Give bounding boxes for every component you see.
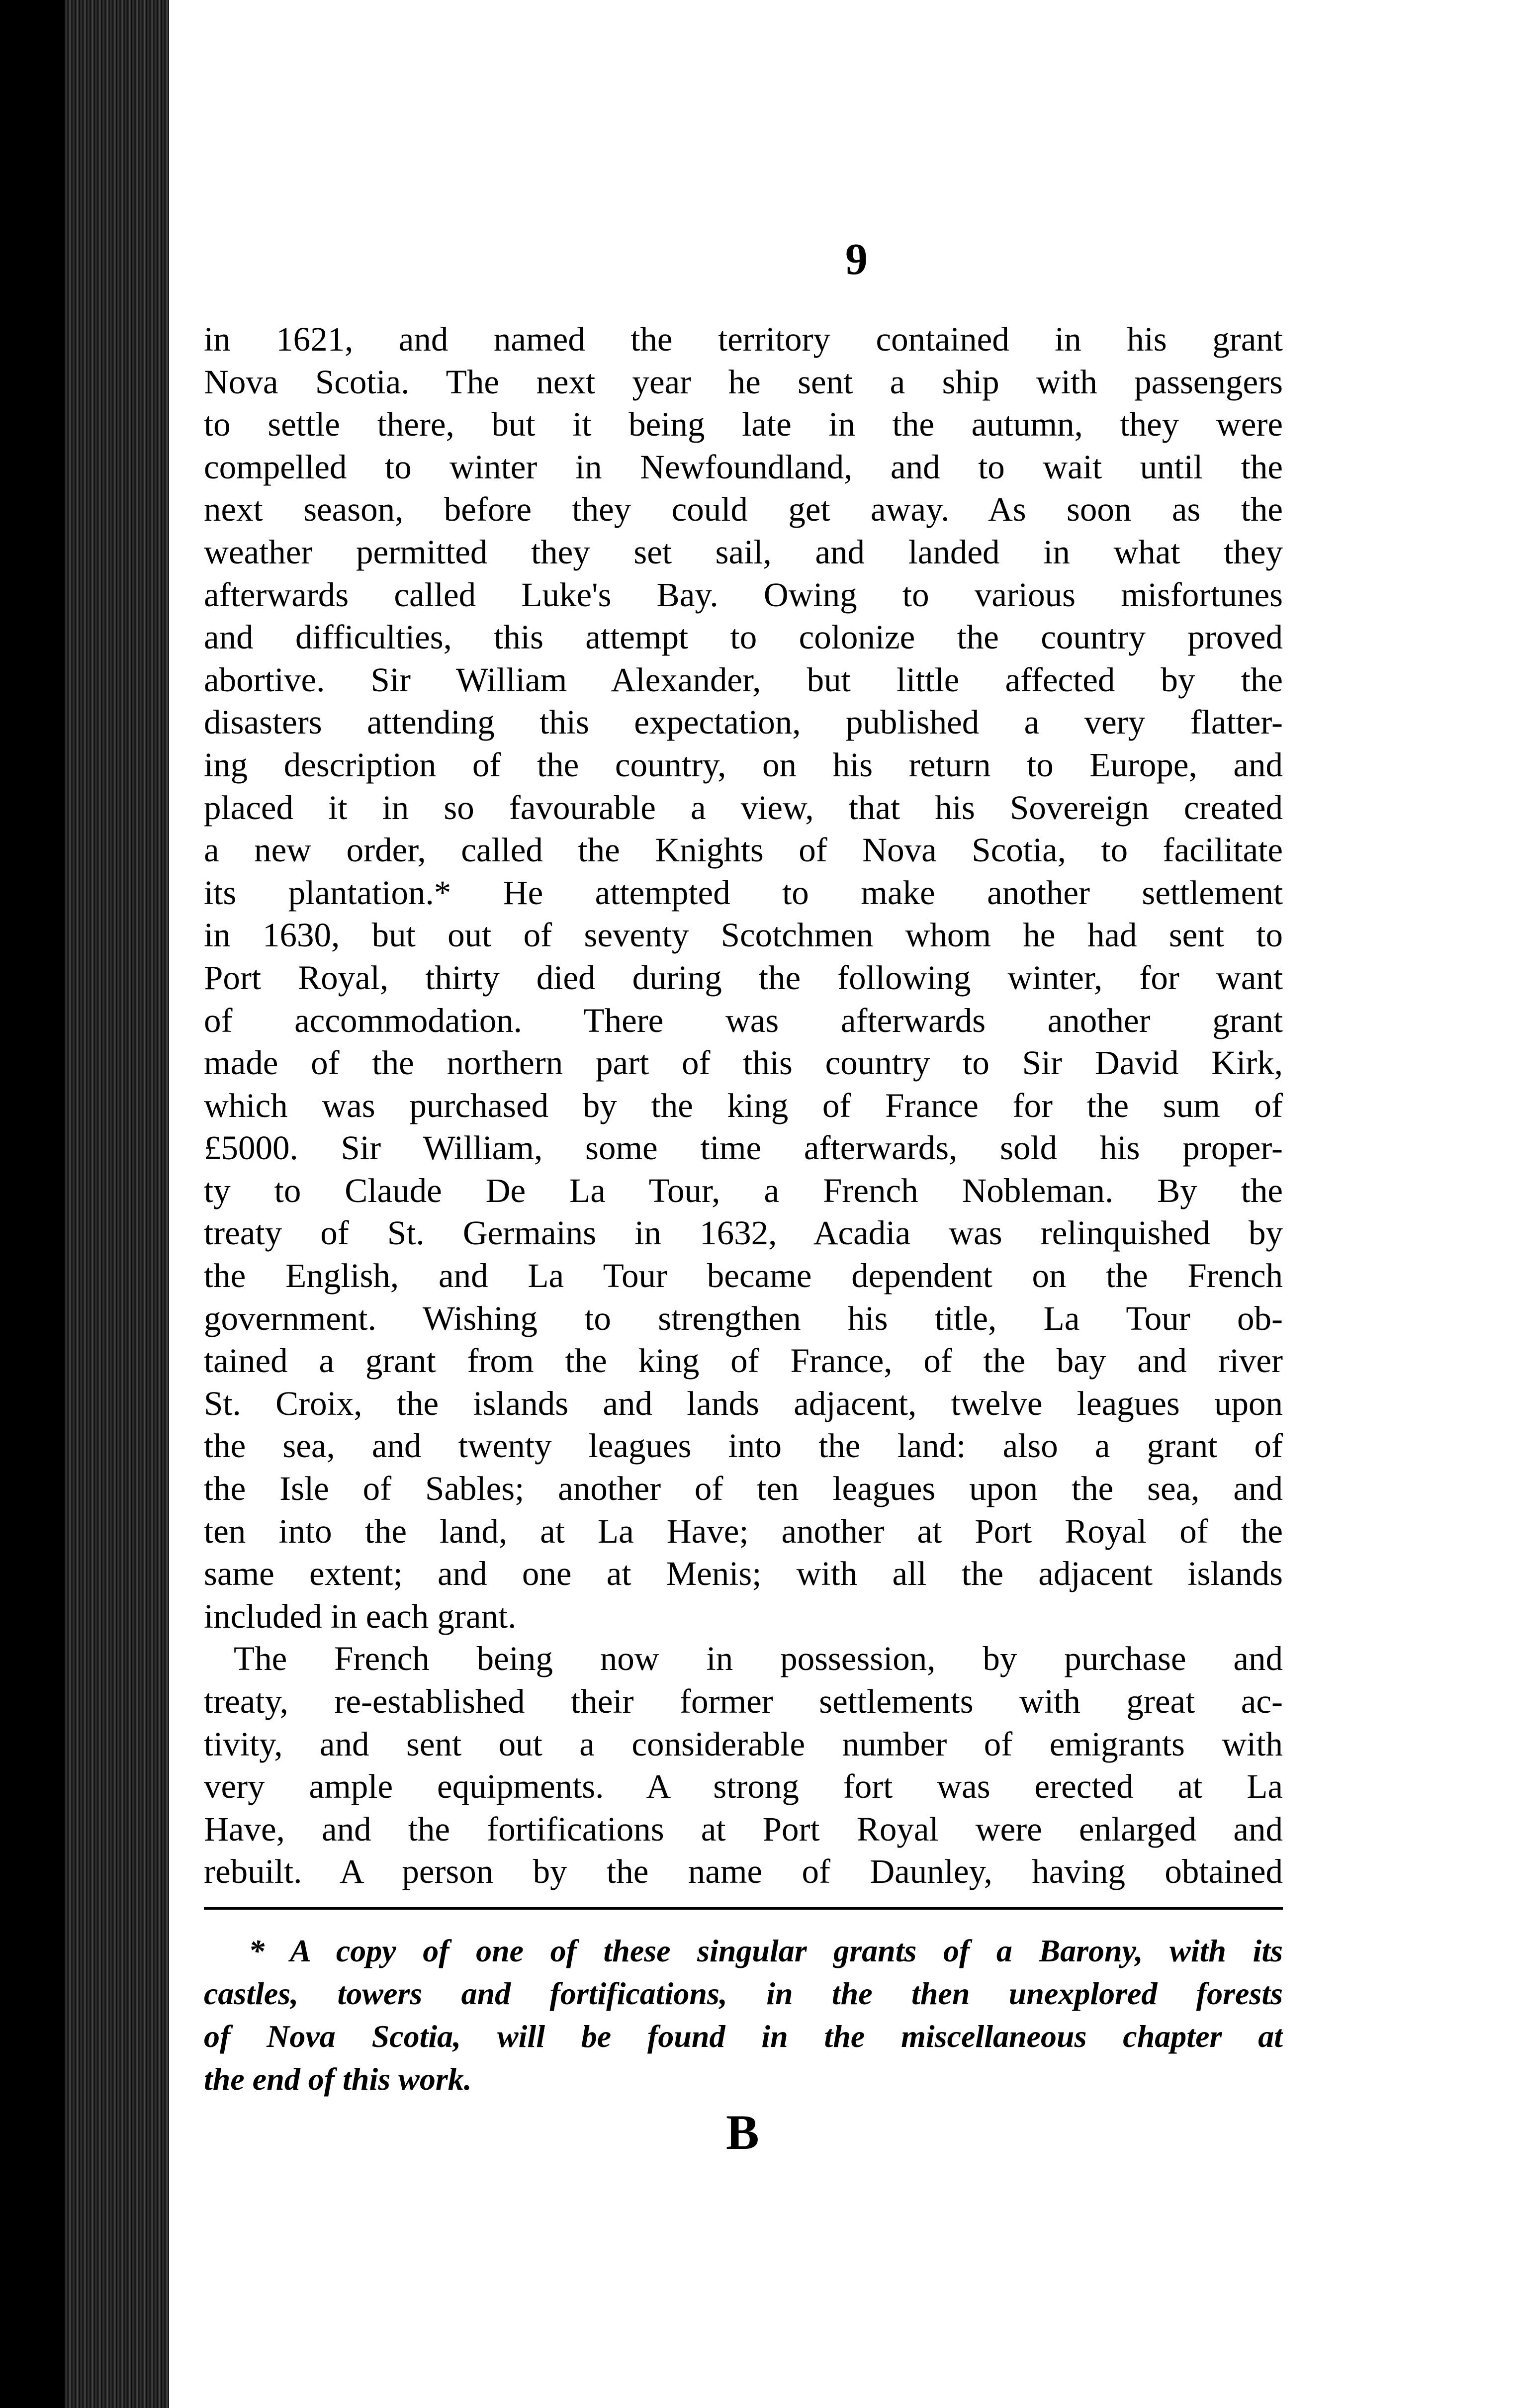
footnote-line: castles, towers and fortifications, in the then unexplored forests: [204, 1976, 1283, 2011]
main-text: [204, 318, 1283, 1893]
text-line: rebuilt. A person by the name of Daunley, having obtained: [204, 1852, 1283, 1891]
text-line: Have, and the fortifications at Port Royal were enlarged and: [204, 1810, 1283, 1848]
text-line: tained a grant from the king of France, of the bay and river: [204, 1342, 1283, 1380]
text-line: ing description of the country, on his return to Europe, and: [204, 745, 1283, 784]
text-line: abortive. Sir William Alexander, but little affected by the: [204, 660, 1283, 699]
text-line: government. Wishing to strengthen his title, La Tour ob-: [204, 1299, 1283, 1337]
text-line: next season, before they could get away. As soon as the: [204, 490, 1283, 529]
text-line: of accommodation. There was afterwards another grant: [204, 1001, 1283, 1039]
text-line: same extent; and one at Menis; with all the adjacent islands: [204, 1555, 1283, 1593]
text-line: in 1621, and named the territory contained in his grant: [204, 320, 1283, 358]
page-number: 9: [845, 235, 868, 284]
text-line: very ample equipments. A strong fort was erected at La: [204, 1767, 1283, 1806]
text-line: which was purchased by the king of France for the sum of: [204, 1086, 1283, 1124]
footnote-line: * A copy of one of these singular grants of a Barony, with its: [249, 1933, 1283, 1968]
text-line: Port Royal, thirty died during the following winter, for want: [204, 958, 1283, 997]
text-line: £5000. Sir William, some time afterwards, sold his proper-: [204, 1129, 1283, 1167]
text-line: placed it in so favourable a view, that his Sovereign created: [204, 788, 1283, 827]
footnote-divider: [204, 1907, 1283, 1910]
footnote-line: of Nova Scotia, will be found in the miscellaneous chapter at: [204, 2019, 1283, 2054]
book-page: [169, 0, 1526, 2408]
text-line: treaty, re-established their former settlements with great ac-: [204, 1682, 1283, 1720]
footnote-line: the end of this work.: [204, 2061, 472, 2097]
text-line: the sea, and twenty leagues into the land: also a grant of: [204, 1427, 1283, 1465]
text-line: ten into the land, at La Have; another at Port Royal of the: [204, 1512, 1283, 1550]
footnote: [204, 1930, 1283, 2101]
text-line: tivity, and sent out a considerable number of emigrants with: [204, 1725, 1283, 1763]
text-line: The French being now in possession, by purchase and: [234, 1640, 1283, 1678]
signature-mark: B: [726, 2105, 759, 2160]
text-line: to settle there, but it being late in the autumn, they were: [204, 405, 1283, 444]
text-line: made of the northern part of this country to Sir David Kirk,: [204, 1044, 1283, 1082]
text-line: Nova Scotia. The next year he sent a ship with passengers: [204, 363, 1283, 401]
text-line: included in each grant.: [204, 1597, 517, 1635]
text-line: afterwards called Luke's Bay. Owing to various misfortunes: [204, 575, 1283, 614]
text-line: its plantation.* He attempted to make another settlement: [204, 873, 1283, 912]
text-line: ty to Claude De La Tour, a French Nobleman. By the: [204, 1171, 1283, 1209]
text-line: and difficulties, this attempt to colonize the country proved: [204, 618, 1283, 656]
text-line: a new order, called the Knights of Nova Scotia, to facilitate: [204, 831, 1283, 869]
text-line: disasters attending this expectation, published a very flatter-: [204, 703, 1283, 741]
text-line: St. Croix, the islands and lands adjacent, twelve leagues upon: [204, 1384, 1283, 1422]
text-line: weather permitted they set sail, and landed in what they: [204, 533, 1283, 571]
text-line: in 1630, but out of seventy Scotchmen whom he had sent to: [204, 916, 1283, 954]
text-line: the Isle of Sables; another of ten leagues upon the sea, and: [204, 1470, 1283, 1508]
text-line: the English, and La Tour became dependent on the French: [204, 1257, 1283, 1295]
book-gutter: [65, 0, 169, 2408]
text-line: compelled to winter in Newfoundland, and to wait until the: [204, 448, 1283, 486]
text-line: treaty of St. Germains in 1632, Acadia was relinquished by: [204, 1214, 1283, 1252]
